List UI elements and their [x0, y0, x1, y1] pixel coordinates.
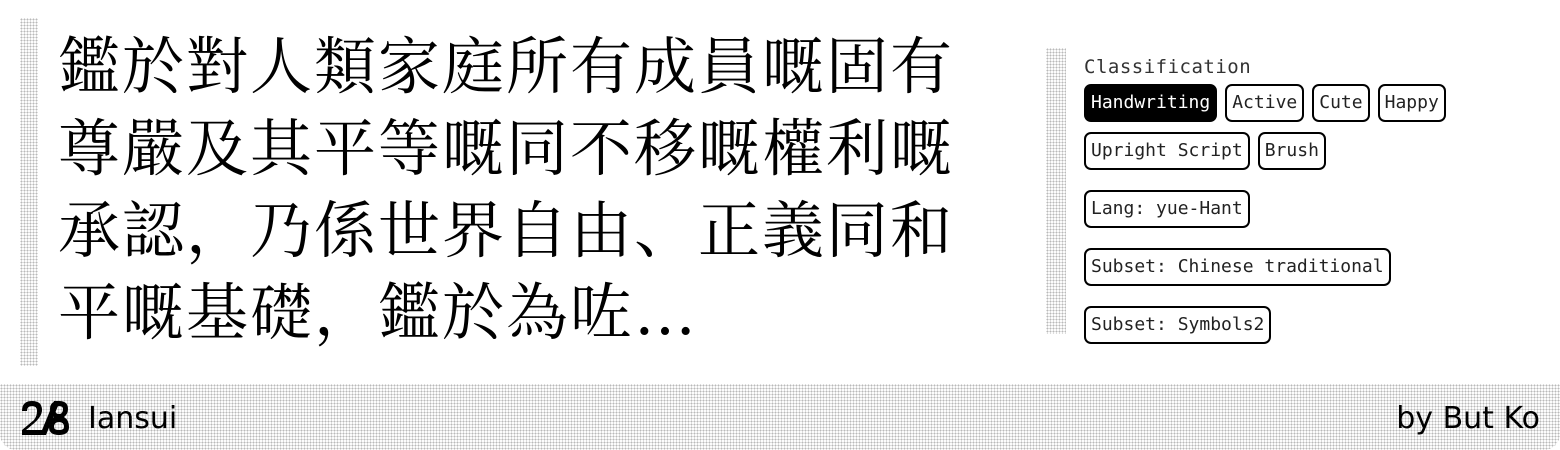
tag-cute[interactable]: Cute: [1312, 84, 1369, 122]
tag-brush[interactable]: Brush: [1258, 132, 1326, 170]
tag-subset-chinese-traditional[interactable]: Subset: Chinese traditional: [1084, 248, 1391, 286]
tag-active[interactable]: Active: [1225, 84, 1304, 122]
footer-bar: [0, 384, 1560, 450]
tag-list: [1084, 84, 1534, 344]
classification-panel: [1084, 56, 1534, 344]
tag-handwriting[interactable]: Handwriting: [1084, 84, 1217, 122]
classification-title: Classification: [1084, 56, 1252, 78]
tag-happy[interactable]: Happy: [1378, 84, 1446, 122]
font-sample-text: 鑑於對人類家庭所有成員嘅固有尊嚴及其平等嘅同不移嘅權利嘅承認，乃係世界自由、正義同和平嘅基礎，鑑於為咗…: [58, 30, 955, 349]
left-dotted-strip: [20, 18, 38, 366]
tag-subset-symbols2[interactable]: Subset: Symbols2: [1084, 306, 1271, 344]
right-dotted-strip: [1046, 48, 1066, 334]
font-name[interactable]: Iansui: [88, 401, 178, 436]
font-brand-logo-icon: [20, 399, 70, 437]
tag-upright-script[interactable]: Upright Script: [1084, 132, 1250, 170]
designer-byline[interactable]: by But Ko: [1396, 401, 1540, 436]
tag-lang[interactable]: Lang: yue-Hant: [1084, 190, 1250, 228]
